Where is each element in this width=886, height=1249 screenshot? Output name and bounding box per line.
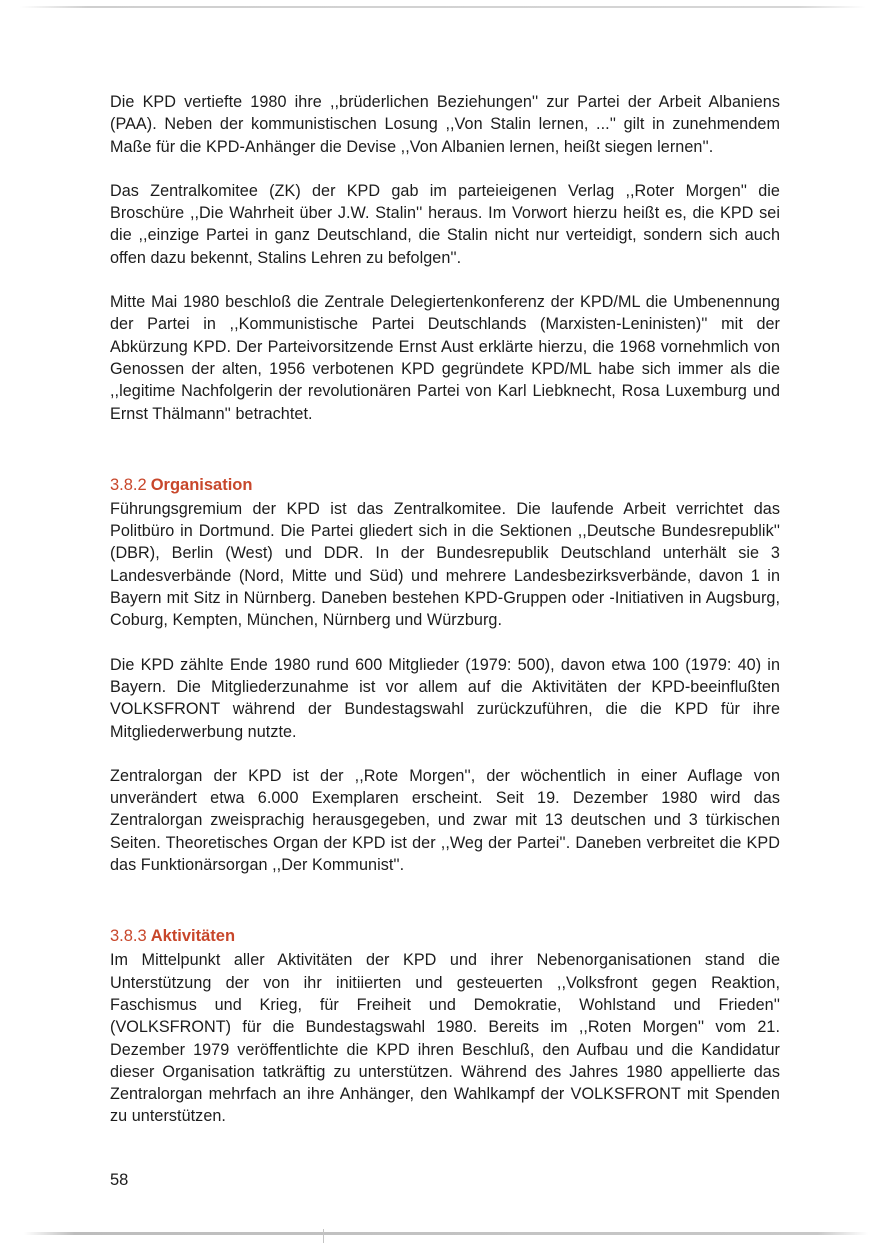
section-number: 3.8.2 (110, 475, 147, 494)
organisation-paragraph-1: Führungsgremium der KPD ist das Zentralkomitee. Die laufende Arbeit verrichtet das Politbüro in Dortmund. Die Partei gliedert sich in die Sektionen ,,Deutsche Bundesrepublik'' (DBR), Berlin (West) und DDR. In der Bundesrepublik Deutschland unterhält sie 3 Landesverbände (Nord, Mitte und Süd) und mehrere Landesbezirksverbände, davon 1 in Bayern mit Sitz in Nürnberg. Daneben bestehen KPD-Gruppen oder -Initiativen in Augsburg, Coburg, Kempten, München, Nürnberg und Würzburg. (110, 499, 780, 630)
page-top-edge (20, 6, 866, 8)
section-spacer (110, 898, 780, 925)
page-bottom-edge (24, 1232, 868, 1235)
intro-paragraph-3: Mitte Mai 1980 beschloß die Zentrale Delegiertenkonferenz der KPD/ML die Umbenennung der Partei in ,,Kommunistische Partei Deutschlands (Marxisten-Leninisten)'' mit der Abkürzung KPD. Der Parteivorsitzende Ernst Aust erklärte hierzu, die 1968 vornehmlich von Genossen der alten, 1956 verbotenen KPD gegründete KPD/ML habe sich immer als die ,,legitime Nachfolgerin der revolutionären Partei von Karl Liebknecht, Rosa Luxemburg und Ernst Thälmann'' betrachtet. (110, 293, 780, 423)
section-title: Organisation (150, 475, 253, 494)
page-edge-mark (323, 1229, 324, 1243)
organisation-paragraph-3: Zentralorgan der KPD ist der ,,Rote Morgen'', der wöchentlich in einer Auflage von unverändert etwa 6.000 Exemplaren erscheint. Seit 19. Dezember 1980 wird das Zentralorgan zweisprachig herausgegeben, und zwar mit 13 deutschen und 3 türkischen Seiten. Theoretisches Organ der KPD ist der ,,Weg der Partei''. Daneben verbreitet die KPD das Funktionärsorgan ,,Der Kommunist''. (110, 766, 780, 875)
page-content (110, 91, 780, 1150)
section-number: 3.8.3 (110, 927, 147, 946)
section-spacer (110, 447, 780, 474)
aktivitaeten-paragraph-1: Im Mittelpunkt aller Aktivitäten der KPD und ihrer Nebenorganisationen stand die Unterstützung der von ihr initiierten und gesteuerten ,,Volksfront gegen Reaktion, Faschismus und Krieg, für Freiheit und Demokratie, Wohlstand und Frieden'' (VOLKSFRONT) für die Bundestagswahl 1980. Bereits im ,,Roten Morgen'' vom 21. Dezember 1979 veröffentlichte die KPD ihren Beschluß, den Aufbau und die Kandidatur dieser Organisation tatkräftig zu unterstützen. Während des Jahres 1980 appellierte das Zentralorgan mehrfach an ihre Anhänger, den Wahlkampf der VOLKSFRONT mit Spenden zu unterstützen. (110, 951, 780, 1126)
section-heading-aktivitaeten (110, 925, 780, 947)
section-heading-organisation (110, 474, 780, 496)
intro-paragraph-1: Die KPD vertiefte 1980 ihre ,,brüderlichen Beziehungen'' zur Partei der Arbeit Albaniens (PAA). Neben der kommunistischen Losung ,,Von Stalin lernen, ...'' gilt in zunehmendem Maße für die KPD-Anhänger die Devise ,,Von Albanien lernen, heißt siegen lernen''. (110, 93, 780, 156)
page-number: 58 (110, 1171, 129, 1189)
section-title: Aktivitäten (150, 927, 236, 946)
organisation-paragraph-2: Die KPD zählte Ende 1980 rund 600 Mitglieder (1979: 500), davon etwa 100 (1979: 40) in Bayern. Die Mitgliederzunahme ist vor allem auf die Aktivitäten der KPD-beeinflußten VOLKSFRONT während der Bundestagswahl zurückzuführen, die die KPD für ihre Mitgliederwerbung nutzte. (110, 655, 780, 741)
intro-paragraph-2: Das Zentralkomitee (ZK) der KPD gab im parteieigenen Verlag ,,Roter Morgen'' die Broschüre ,,Die Wahrheit über J.W. Stalin'' heraus. Im Vorwort hierzu heißt es, die KPD sei die ,,einzige Partei in ganz Deutschland, die Stalin nicht nur verteidigt, sondern sich auch offen dazu bekennt, Stalins Lehren zu befolgen''. (110, 181, 780, 267)
